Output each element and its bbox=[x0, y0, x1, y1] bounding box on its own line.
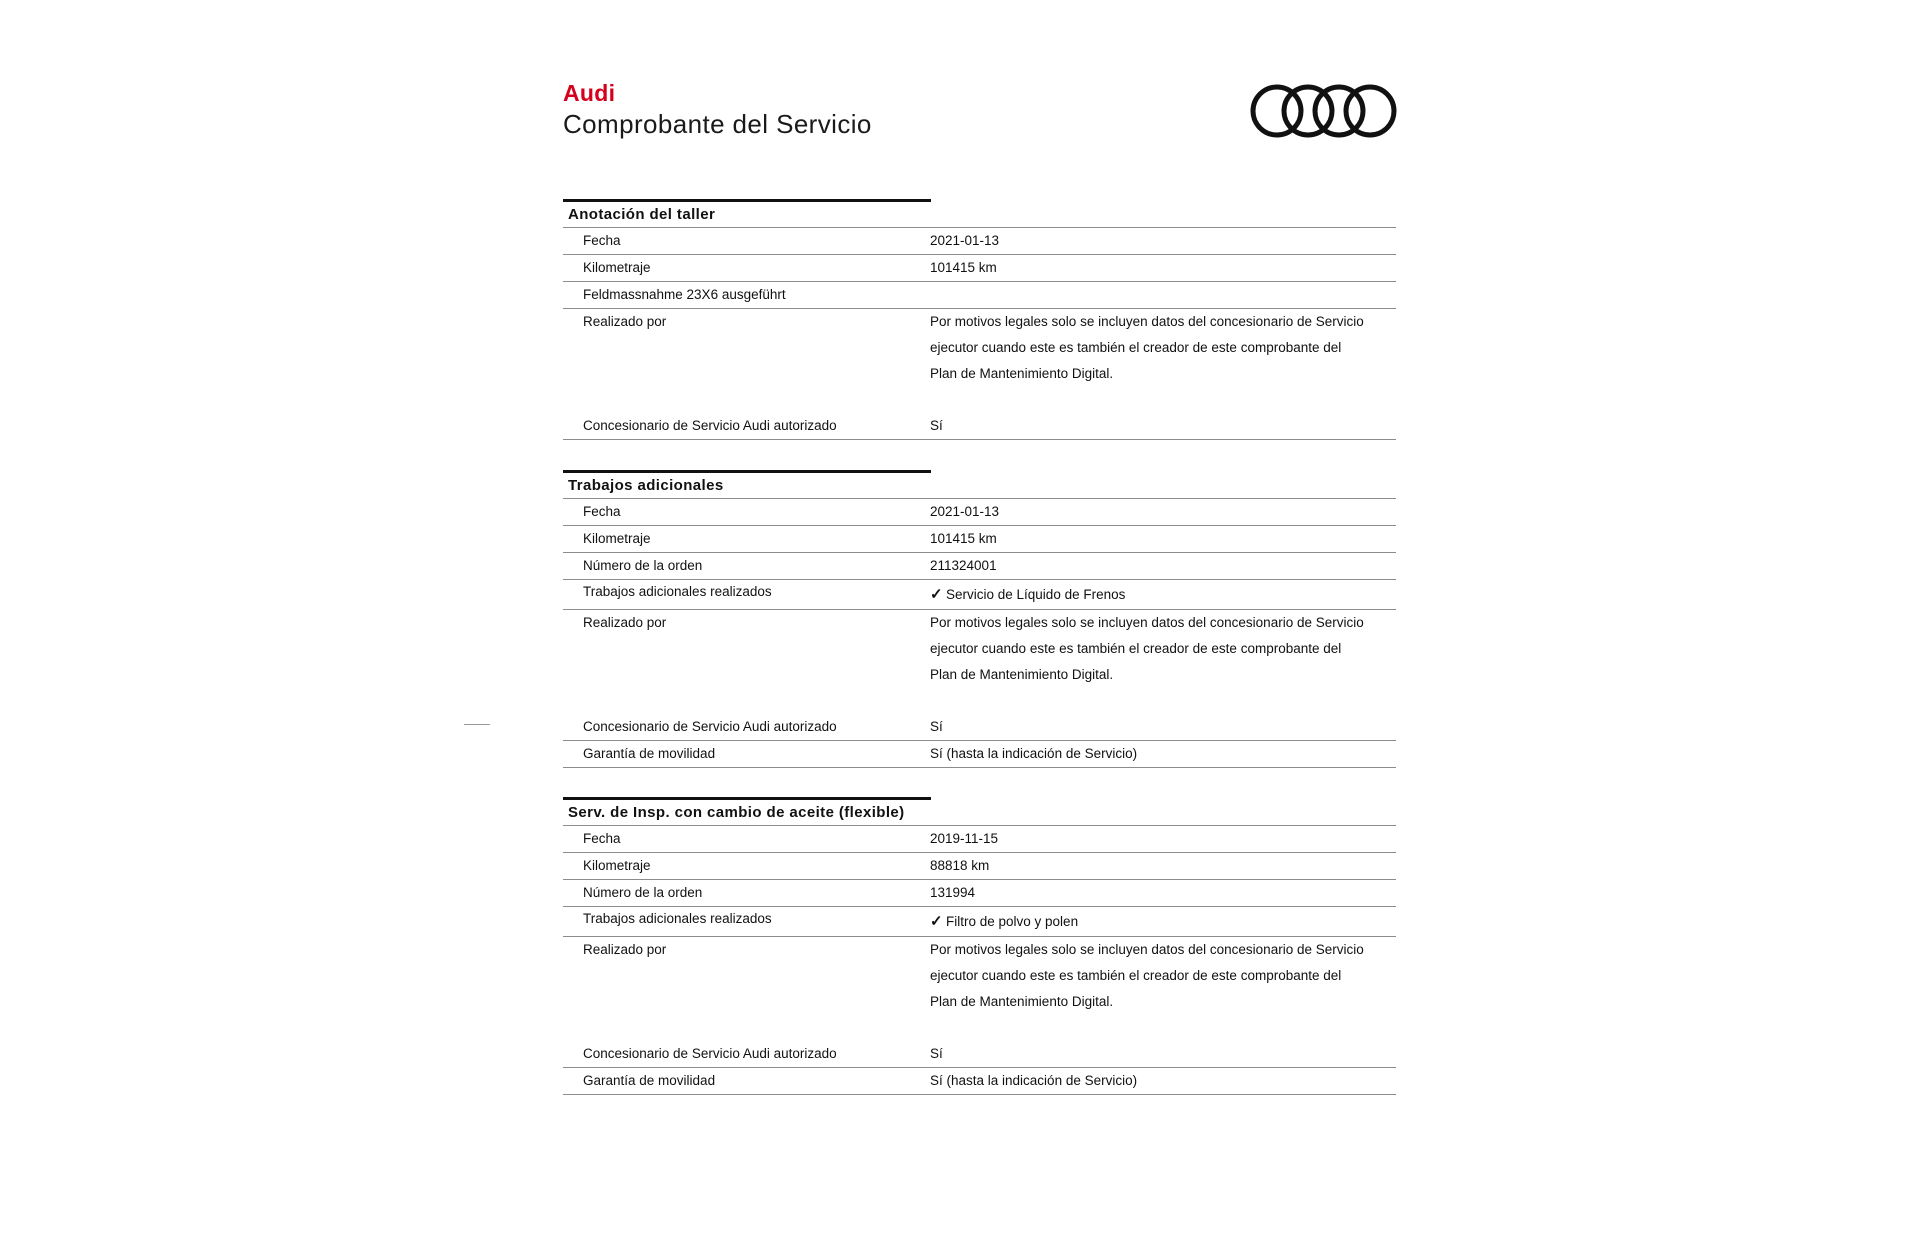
section-header-rule bbox=[563, 825, 1396, 826]
row-label: Concesionario de Servicio Audi autorizado bbox=[583, 1046, 837, 1061]
row-performed-by bbox=[563, 610, 1396, 688]
section-header bbox=[563, 470, 1396, 499]
section-inspection-oil-change bbox=[563, 797, 1396, 1095]
row-label: Realizado por bbox=[583, 615, 667, 630]
row-mobility-guarantee bbox=[563, 1068, 1396, 1095]
row-label: Número de la orden bbox=[583, 885, 703, 900]
row-mileage bbox=[563, 255, 1396, 282]
row-value: Sí bbox=[930, 418, 943, 433]
row-mileage bbox=[563, 853, 1396, 880]
row-value: 101415 km bbox=[930, 260, 997, 275]
row-date bbox=[563, 228, 1396, 255]
row-value: 2021-01-13 bbox=[930, 504, 1000, 519]
row-value: 88818 km bbox=[930, 858, 990, 873]
checkmark-icon: ✓ bbox=[930, 913, 943, 930]
row-authorized-dealer bbox=[563, 714, 1396, 741]
row-value bbox=[786, 282, 1396, 308]
row-label: Trabajos adicionales realizados bbox=[583, 911, 772, 926]
section-title: Trabajos adicionales bbox=[568, 477, 724, 494]
checked-item-text: Filtro de polvo y polen bbox=[946, 914, 1079, 929]
row-value: 2021-01-13 bbox=[930, 233, 1000, 248]
section-header bbox=[563, 797, 1396, 826]
row-label: Fecha bbox=[583, 233, 621, 248]
row-label: Número de la orden bbox=[583, 558, 703, 573]
row-authorized-dealer bbox=[563, 413, 1396, 440]
brand-name: Audi bbox=[563, 80, 616, 106]
row-value: Por motivos legales solo se incluyen datos del concesionario de Servicio ejecutor cuando este es también el creador de este comprobante del Plan de Mantenimiento Digital. bbox=[930, 314, 1364, 381]
row-order-number bbox=[563, 880, 1396, 907]
row-spacer bbox=[563, 387, 1396, 413]
row-value bbox=[930, 580, 1396, 609]
row-value: Sí (hasta la indicación de Servicio) bbox=[930, 1073, 1138, 1088]
section-title: Anotación del taller bbox=[568, 206, 716, 223]
row-label: Concesionario de Servicio Audi autorizado bbox=[583, 719, 837, 734]
section-header bbox=[563, 199, 1396, 228]
section-header-rule bbox=[563, 498, 1396, 499]
checked-item-text: Servicio de Líquido de Frenos bbox=[946, 587, 1126, 602]
section-additional-work bbox=[563, 470, 1396, 768]
row-value: Por motivos legales solo se incluyen datos del concesionario de Servicio ejecutor cuando este es también el creador de este comprobante del Plan de Mantenimiento Digital. bbox=[930, 615, 1364, 682]
row-value: 2019-11-15 bbox=[930, 831, 999, 846]
section-header-rule bbox=[563, 227, 1396, 228]
row-label: Trabajos adicionales realizados bbox=[583, 584, 772, 599]
row-label: Fecha bbox=[583, 831, 621, 846]
row-value: 101415 km bbox=[930, 531, 997, 546]
row-value: Sí bbox=[930, 1046, 943, 1061]
section-header-bar bbox=[563, 470, 931, 473]
row-label: Kilometraje bbox=[583, 260, 651, 275]
row-label: Realizado por bbox=[583, 942, 667, 957]
section-title: Serv. de Insp. con cambio de aceite (flexible) bbox=[568, 804, 905, 821]
section-header-bar bbox=[563, 797, 931, 800]
row-label: Garantía de movilidad bbox=[583, 746, 716, 761]
row-spacer bbox=[563, 1015, 1396, 1041]
row-label: Fecha bbox=[583, 504, 621, 519]
margin-dash-mark bbox=[464, 724, 490, 725]
service-voucher-page bbox=[563, 0, 1396, 1260]
row-label: Kilometraje bbox=[583, 531, 651, 546]
row-value bbox=[930, 907, 1396, 936]
section-workshop-note bbox=[563, 199, 1396, 440]
row-authorized-dealer bbox=[563, 1041, 1396, 1068]
row-performed-by bbox=[563, 309, 1396, 387]
row-mobility-guarantee bbox=[563, 741, 1396, 768]
row-label: Kilometraje bbox=[583, 858, 651, 873]
row-value: 131994 bbox=[930, 885, 976, 900]
row-label: Concesionario de Servicio Audi autorizado bbox=[583, 418, 837, 433]
row-label: Realizado por bbox=[583, 314, 667, 329]
row-value: Sí (hasta la indicación de Servicio) bbox=[930, 746, 1138, 761]
row-date bbox=[563, 826, 1396, 853]
row-additional-work-done bbox=[563, 907, 1396, 937]
row-spacer bbox=[563, 688, 1396, 714]
section-header-bar bbox=[563, 199, 931, 202]
row-mileage bbox=[563, 526, 1396, 553]
row-field-measure bbox=[563, 282, 1396, 309]
row-performed-by bbox=[563, 937, 1396, 1015]
row-value: 211324001 bbox=[930, 558, 997, 573]
checkmark-icon: ✓ bbox=[930, 586, 943, 603]
row-date bbox=[563, 499, 1396, 526]
document-title: Comprobante del Servicio bbox=[563, 109, 872, 139]
row-order-number bbox=[563, 553, 1396, 580]
row-additional-work-done bbox=[563, 580, 1396, 610]
row-label: Feldmassnahme 23X6 ausgeführt bbox=[583, 287, 786, 302]
row-value: Sí bbox=[930, 719, 943, 734]
row-label: Garantía de movilidad bbox=[583, 1073, 716, 1088]
row-value: Por motivos legales solo se incluyen datos del concesionario de Servicio ejecutor cuando este es también el creador de este comprobante del Plan de Mantenimiento Digital. bbox=[930, 942, 1364, 1009]
audi-rings-logo bbox=[1248, 82, 1398, 140]
